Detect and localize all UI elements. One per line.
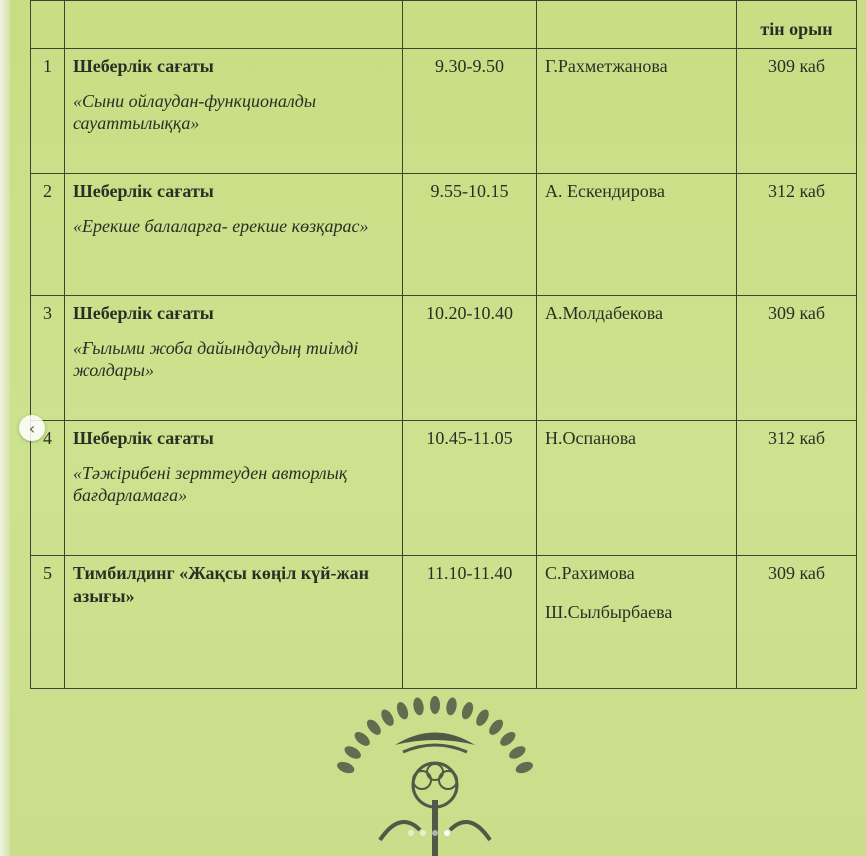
responsible-person: С.Рахимова <box>545 563 635 583</box>
person-cell <box>537 49 737 174</box>
event-time: 9.55-10.15 <box>430 181 509 201</box>
row-number: 5 <box>43 563 52 583</box>
event-room: 312 каб <box>767 428 826 448</box>
event-time: 10.45-11.05 <box>426 428 513 448</box>
carousel-dot[interactable] <box>420 830 426 836</box>
event-cell <box>65 296 403 421</box>
room-cell <box>737 421 857 556</box>
carousel-prev-button[interactable] <box>19 415 45 441</box>
event-time: 10.20-10.40 <box>426 303 513 323</box>
page-edge <box>0 0 10 856</box>
row-number-cell <box>31 296 65 421</box>
row-number: 4 <box>43 428 52 448</box>
event-subtitle: «Сыни ойлаудан-функционалды сауаттылыққа» <box>73 90 317 133</box>
time-cell <box>403 421 537 556</box>
table-row <box>31 296 857 421</box>
responsible-person: А.Молдабекова <box>545 303 663 323</box>
carousel-dot[interactable] <box>432 830 438 836</box>
event-title: Шеберлік сағаты <box>73 56 214 76</box>
row-number: 2 <box>43 181 52 201</box>
room-cell <box>737 556 857 689</box>
event-time: 11.10-11.40 <box>426 563 513 583</box>
person-cell <box>537 296 737 421</box>
responsible-person: Н.Оспанова <box>545 428 636 448</box>
row-number-cell <box>31 174 65 296</box>
row-number: 1 <box>43 56 52 76</box>
event-cell <box>65 49 403 174</box>
event-subtitle: «Ғылыми жоба дайындаудың тиімді жолдары» <box>73 337 359 380</box>
header-cell <box>31 1 65 49</box>
carousel-dot[interactable] <box>444 830 450 836</box>
event-title: Шеберлік сағаты <box>73 181 214 201</box>
event-title: Тимбилдинг «Жақсы көңіл күй-жан азығы» <box>73 563 369 606</box>
room-cell <box>737 174 857 296</box>
row-number-cell <box>28 418 65 556</box>
header-cell-location <box>737 1 857 49</box>
time-cell <box>403 296 537 421</box>
event-title: Шеберлік сағаты <box>73 303 214 323</box>
carousel-pagination <box>408 830 450 836</box>
row-number-cell <box>31 556 65 689</box>
event-room: 309 каб <box>767 563 826 583</box>
header-cell <box>537 1 737 49</box>
person-cell <box>537 421 737 556</box>
chevron-left-icon: ‹ <box>28 418 36 438</box>
time-cell <box>403 556 537 689</box>
event-cell <box>65 421 403 556</box>
person-cell <box>537 174 737 296</box>
table-header-row <box>31 1 857 49</box>
time-cell <box>403 49 537 174</box>
row-number-cell <box>31 49 65 174</box>
event-time: 9.30-9.50 <box>435 56 504 76</box>
event-room: 309 каб <box>767 303 826 323</box>
room-cell <box>737 296 857 421</box>
event-room: 309 каб <box>767 56 826 76</box>
header-cell <box>403 1 537 49</box>
table-row <box>31 174 857 296</box>
schedule-table <box>30 0 857 689</box>
person-cell <box>537 556 737 689</box>
time-cell <box>403 174 537 296</box>
table-row <box>31 421 857 556</box>
responsible-person: Г.Рахметжанова <box>545 56 668 76</box>
header-location-label: тін орын <box>760 18 833 39</box>
carousel-dot[interactable] <box>408 830 414 836</box>
header-cell <box>65 1 403 49</box>
room-cell <box>737 49 857 174</box>
responsible-person: А. Ескендирова <box>545 181 665 201</box>
event-title: Шеберлік сағаты <box>73 428 214 448</box>
table-row <box>31 556 857 689</box>
event-cell <box>65 556 403 689</box>
event-room: 312 каб <box>767 181 826 201</box>
responsible-person-2: Ш.Сылбырбаева <box>545 601 673 622</box>
table-row <box>31 49 857 174</box>
event-cell <box>65 174 403 296</box>
event-subtitle: «Ерекше балаларға- ерекше көзқарас» <box>73 215 369 236</box>
event-subtitle: «Тәжірибені зерттеуден авторлық бағдарламаға» <box>73 462 348 505</box>
row-number: 3 <box>43 303 52 323</box>
